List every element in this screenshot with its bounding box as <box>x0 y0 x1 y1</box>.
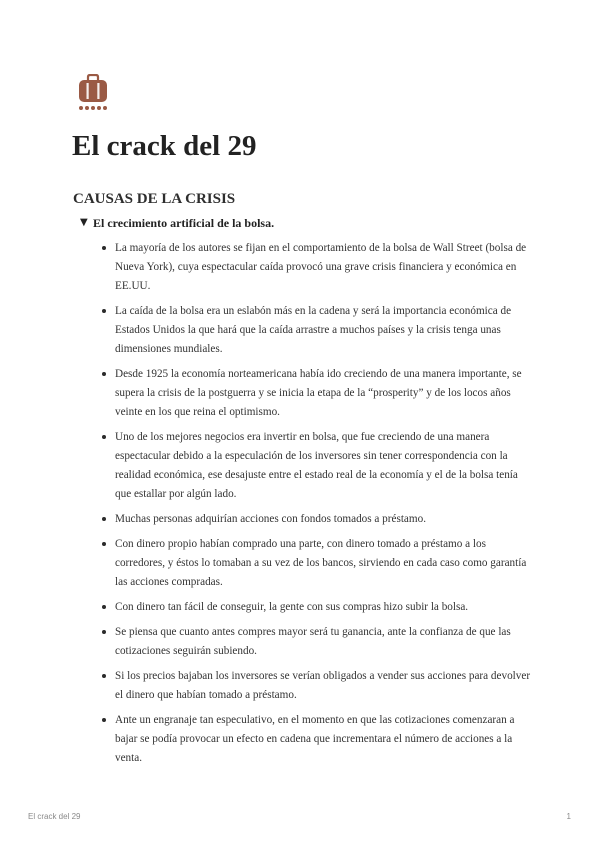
list-item-text: La caída de la bolsa era un eslabón más en la cadena y será la importancia económica de Estados Unidos la que hará que la caída arrastre a muchos países y la crisis tenga unas dimensiones mundiales. <box>115 305 512 355</box>
list-item-text: La mayoría de los autores se fijan en el comportamiento de la bolsa de Wall Street (bolsa de Nueva York), cuya espectacular caída provocó una grave crisis financiera y económica en EE.UU. <box>115 242 527 292</box>
list-item-text: Ante un engranaje tan especulativo, en el momento en que las cotizaciones comenzaran a bajar se podía provocar un efecto en cadena que incrementara el número de acciones a la venta. <box>115 714 515 764</box>
bullet-icon <box>102 246 106 250</box>
list-item-text: Muchas personas adquirían acciones con fondos tomados a préstamo. <box>115 513 426 525</box>
bullet-icon <box>102 630 106 634</box>
list-item <box>100 623 532 661</box>
list-item-text: Con dinero tan fácil de conseguir, la gente con sus compras hizo subir la bolsa. <box>115 601 469 613</box>
bullet-icon <box>102 435 106 439</box>
bullet-icon <box>102 605 106 609</box>
section-heading: CAUSAS DE LA CRISIS <box>73 191 236 207</box>
bullet-icon <box>102 372 106 376</box>
footer-title: El crack del 29 <box>28 812 81 821</box>
bullet-list <box>100 239 532 774</box>
triangle-down-icon[interactable]: ▼ <box>80 217 88 228</box>
list-item-text: Se piensa que cuanto antes compres mayor será tu ganancia, ante la confianza de que las cotizaciones seguirán subiendo. <box>115 626 511 657</box>
list-item <box>100 428 532 504</box>
toggle-label: El crecimiento artificial de la bolsa. <box>93 216 275 230</box>
bullet-icon <box>102 309 106 313</box>
list-item-text: Uno de los mejores negocios era invertir en bolsa, que fue creciendo de una manera espectacular debido a la especulación de los inversores sin tener correspondencia con la realidad económica, ese desajuste entre el estado real de la economía y el de la bolsa tenía que estallar por algún lado. <box>115 431 518 500</box>
bullet-icon <box>102 542 106 546</box>
list-item <box>100 365 532 422</box>
list-item <box>100 302 532 359</box>
page-title: El crack del 29 <box>72 130 257 162</box>
list-item <box>100 711 532 768</box>
list-item-text: Si los precios bajaban los inversores se verían obligados a vender sus acciones para devolver el dinero que habían tomado a préstamo. <box>115 670 531 701</box>
list-item <box>100 667 532 705</box>
bullet-icon <box>102 517 106 521</box>
bullet-icon <box>102 718 106 722</box>
bullet-icon <box>102 674 106 678</box>
list-item <box>100 535 532 592</box>
list-item <box>100 239 532 296</box>
luggage-icon <box>76 74 110 112</box>
list-item-text: Con dinero propio habían comprado una parte, con dinero tomado a préstamo a los corredores, y éstos lo tomaban a su vez de los bancos, sirviendo en cada caso como garantía las acciones compradas. <box>115 538 527 588</box>
list-item-text: Desde 1925 la economía norteamericana había ido creciendo de una manera importante, se supera la crisis de la postguerra y se inicia la etapa de la “prosperity” y de los locos años veinte en los que reina el optimismo. <box>115 368 522 418</box>
list-item <box>100 598 532 617</box>
page-number: 1 <box>566 812 571 821</box>
toggle-block[interactable] <box>80 214 540 232</box>
list-item <box>100 510 532 529</box>
